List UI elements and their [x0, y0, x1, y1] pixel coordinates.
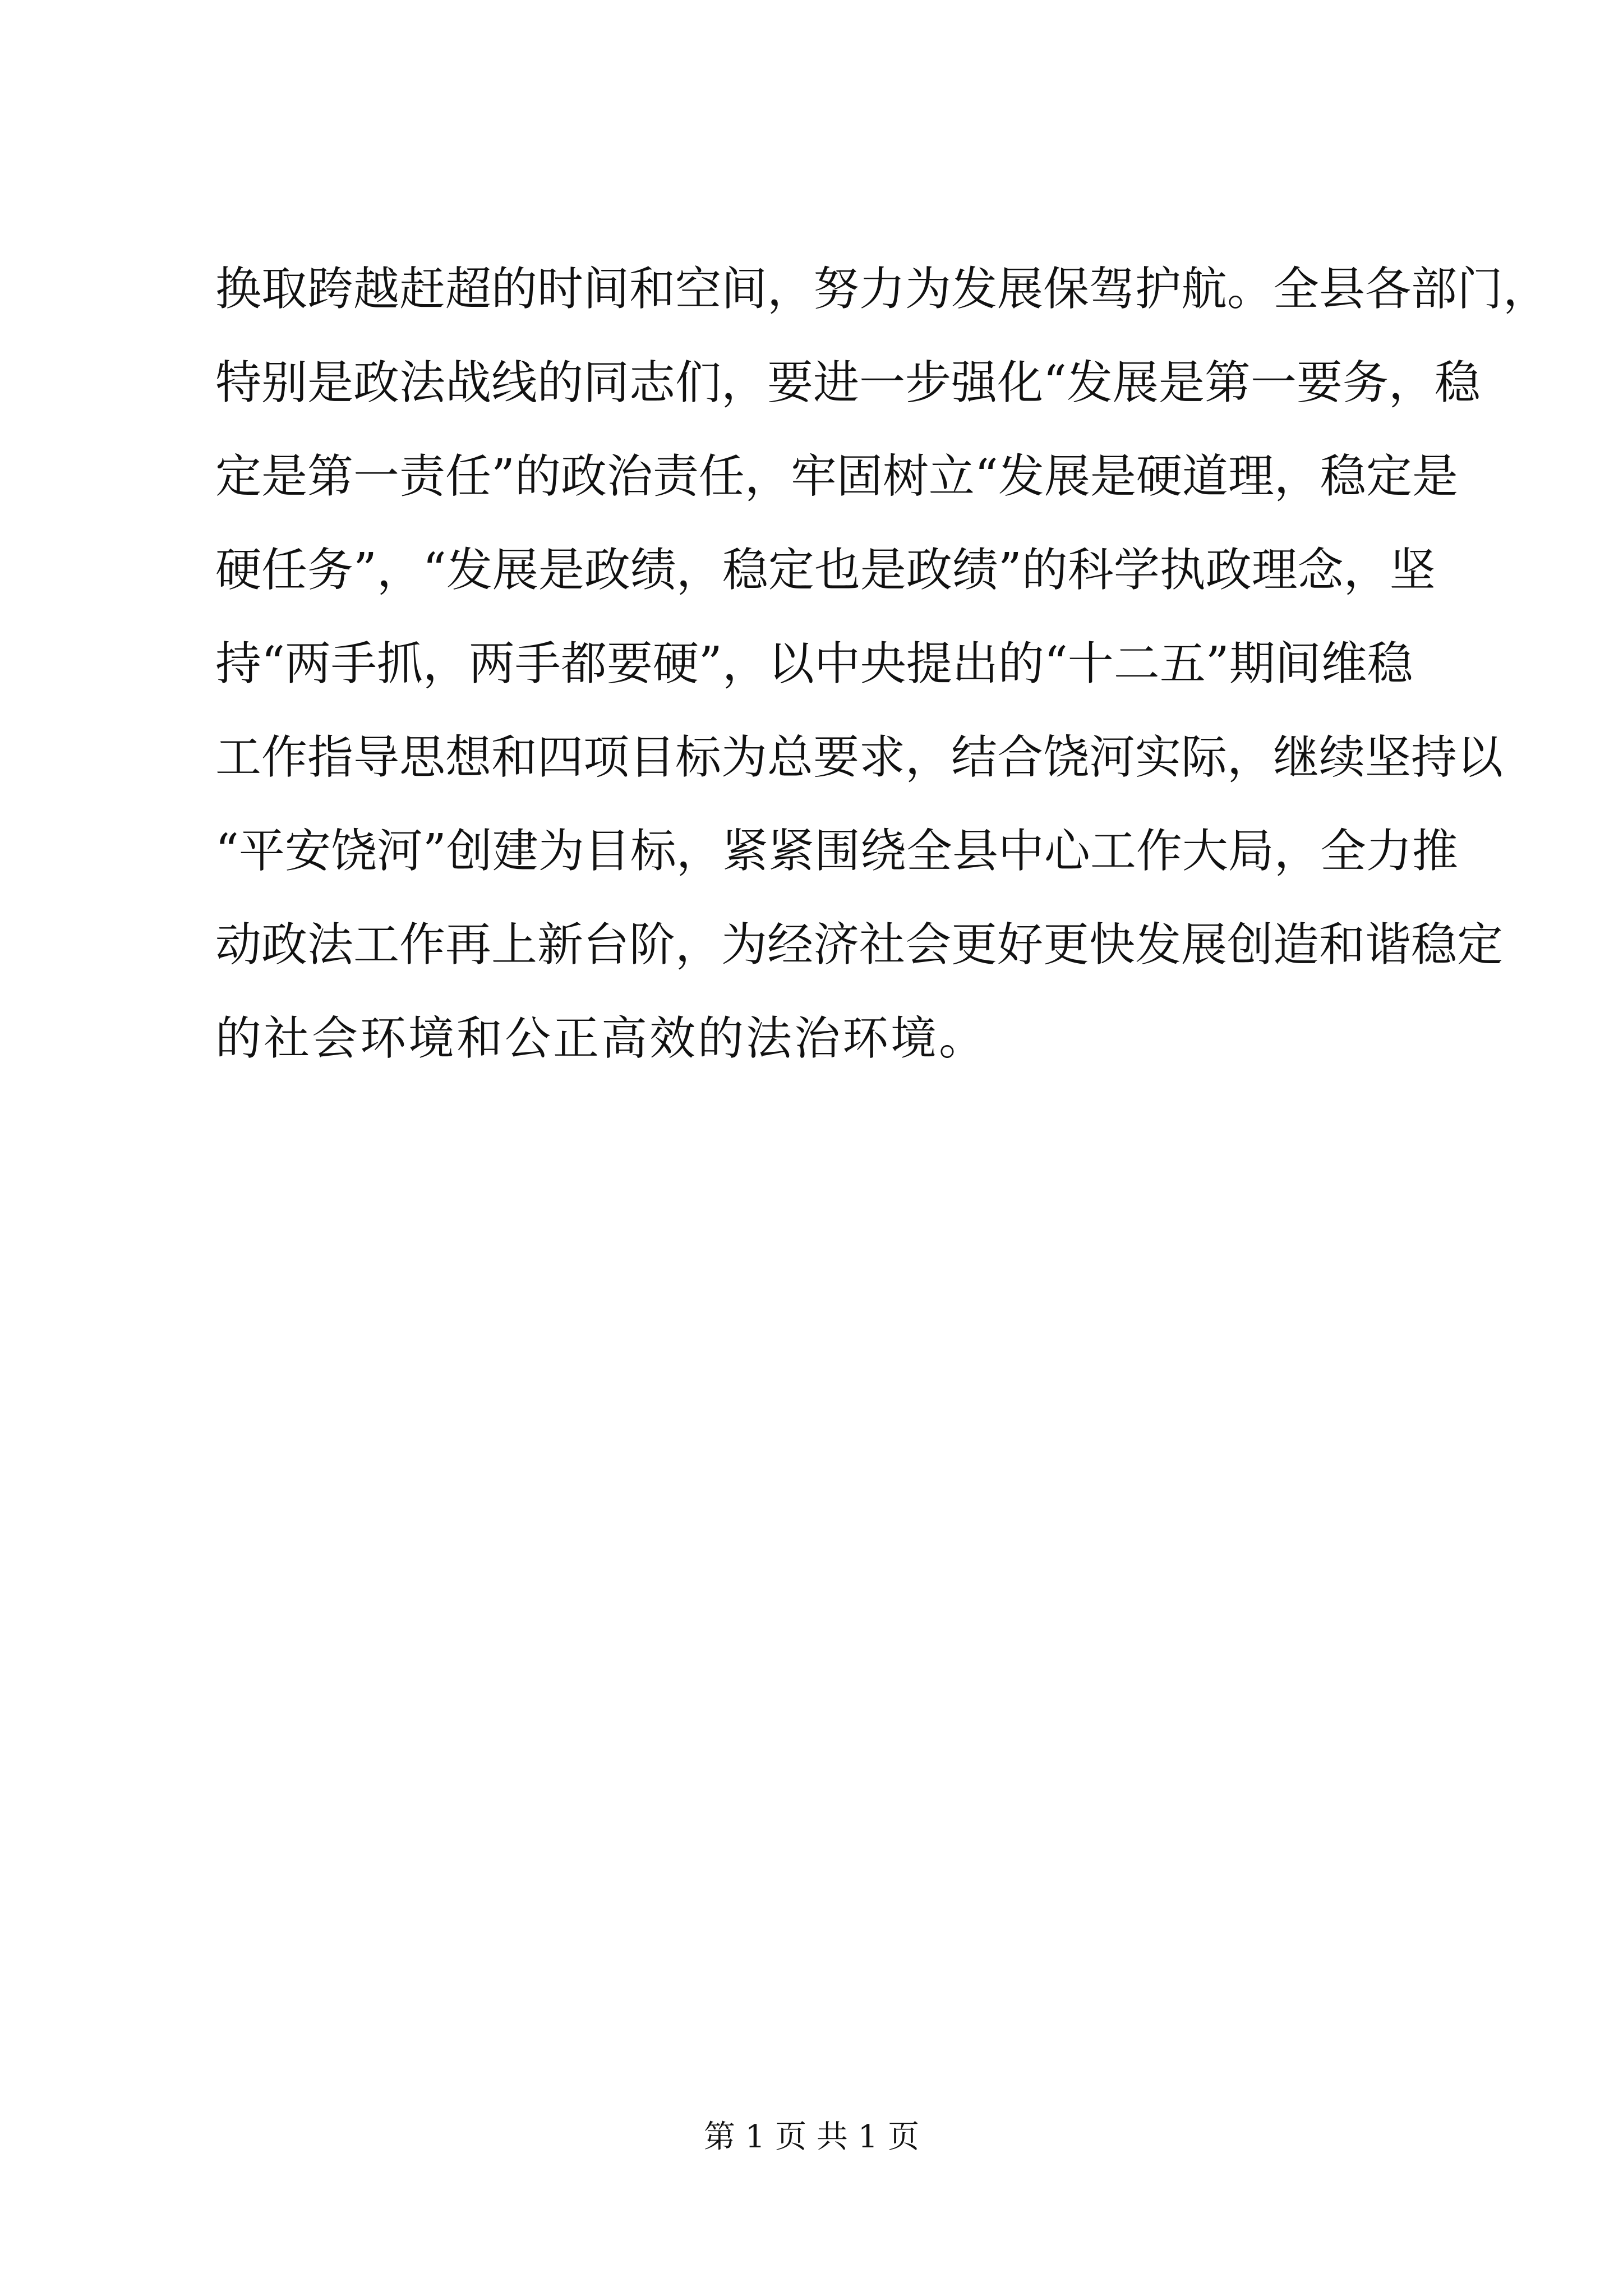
paragraph-line: 特别是政法战线的同志们，要进一步强化“发展是第一要务，稳: [215, 356, 1481, 409]
paragraph-line: 硬任务”，“发展是政绩，稳定也是政绩”的科学执政理念，坚: [215, 544, 1436, 597]
body-paragraph: [215, 242, 1550, 1085]
paragraph-line: 动政法工作再上新台阶，为经济社会更好更快发展创造和谐稳定: [215, 918, 1504, 972]
paragraph-line: 定是第一责任”的政治责任，牢固树立“发展是硬道理，稳定是: [215, 450, 1458, 503]
paragraph-line: “平安饶河”创建为目标，紧紧围绕全县中心工作大局，全力推: [215, 825, 1458, 878]
paragraph-line: 换取跨越赶超的时间和空间，努力为发展保驾护航。全县各部门，: [215, 263, 1550, 316]
paragraph-line: 工作指导思想和四项目标为总要求，结合饶河实际，继续坚持以: [215, 731, 1504, 784]
page-number-footer: 第 1 页 共 1 页: [703, 2119, 920, 2155]
paragraph-line: 持“两手抓，两手都要硬”，以中央提出的“十二五”期间维稳: [215, 637, 1413, 691]
paragraph-line: 的社会环境和公正高效的法治环境。: [215, 1012, 988, 1065]
